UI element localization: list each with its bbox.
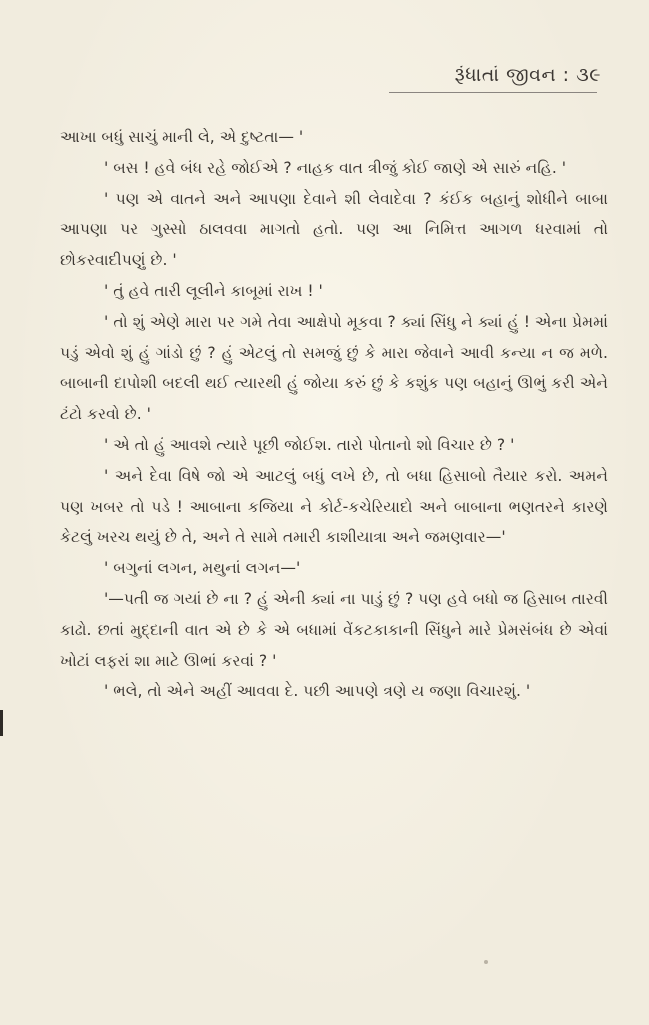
running-header: રૂંધાતાં જીવન : ૩૯ [454, 64, 601, 86]
header-rule [389, 92, 597, 93]
paragraph: ' પણ એ વાતને અને આપણા દેવાને શી લેવાદેવા ? કંઈક બહાનું શોધીને બાબા આપણા પર ગુસ્સો ઠાલવવા માગતો હતો. પણ આ નિમિત્ત આગળ ધરવામાં તો છોકરવાદીપણું છે. ' [60, 189, 608, 270]
paragraph: આખા બધું સાચું માની લે, એ દુષ્ટતા— ' [60, 128, 304, 146]
paragraph: ' તો શું એણે મારા પર ગમે તેવા આક્ષેપો મૂકવા ? ક્યાં સિંધુ ને ક્યાં હું ! એના પ્રેમમાં પડું એવો શું હું ગાંડો છું ? હું એટલું તો સમજું છું કે મારા જેવાને આવી કન્યા ન જ મળે. બાબાની દાપોશી બદલી થઈ ત્યારથી હું જોયા કરું છું કે કશુંક પણ બહાનું ઊભું કરી એને ટંટો કરવો છે. ' [60, 312, 608, 424]
page-body [60, 122, 608, 707]
paragraph: ' બસ ! હવે બંધ રહે જોઈએ ? નાહક વાત ત્રીજું કોઈ જાણે એ સારું નહિ. ' [104, 158, 567, 177]
paragraph: '—પતી જ ગયાં છે ના ? હું એની ક્યાં ના પાડું છું ? પણ હવે બધો જ હિસાબ તારવી કાઢો. છતાં મુદ્દાની વાત એ છે કે એ બધામાં વેંકટકાકાની સિંધુને મારે પ્રેમસંબંધ છે એવાં ખોટાં લફરાં શા માટે ઊભાં કરવાં ? ' [60, 589, 608, 670]
paragraph: ' બગુનાં લગન, મથુનાં લગન—' [104, 559, 301, 578]
paragraph: ' ભલે, તો એને અહીં આવવા દે. પછી આપણે ત્રણે ય જણા વિચારશું. ' [104, 682, 531, 701]
paragraph: ' અને દેવા વિષે જો એ આટલું બધું લખે છે, તો બધા હિસાબો તૈયાર કરો. અમને પણ ખબર તો પડે ! આબાના કજિયા ને કોર્ટ-કચેરિયાદો અને બાબાના ભણતરને કારણે કેટલું ખરચ થયું છે તે, અને તે સામે તમારી કાશીયાત્રા અને જમણવાર—' [60, 466, 608, 547]
paragraph: ' તું હવે તારી લૂલીને કાબૂમાં રાખ ! ' [104, 281, 323, 300]
paper-speck [484, 960, 488, 964]
scan-edge-mark [0, 710, 3, 736]
paragraph: ' એ તો હું આવશે ત્યારે પૂછી જોઈશ. તારો પોતાનો શો વિચાર છે ? ' [104, 435, 515, 454]
